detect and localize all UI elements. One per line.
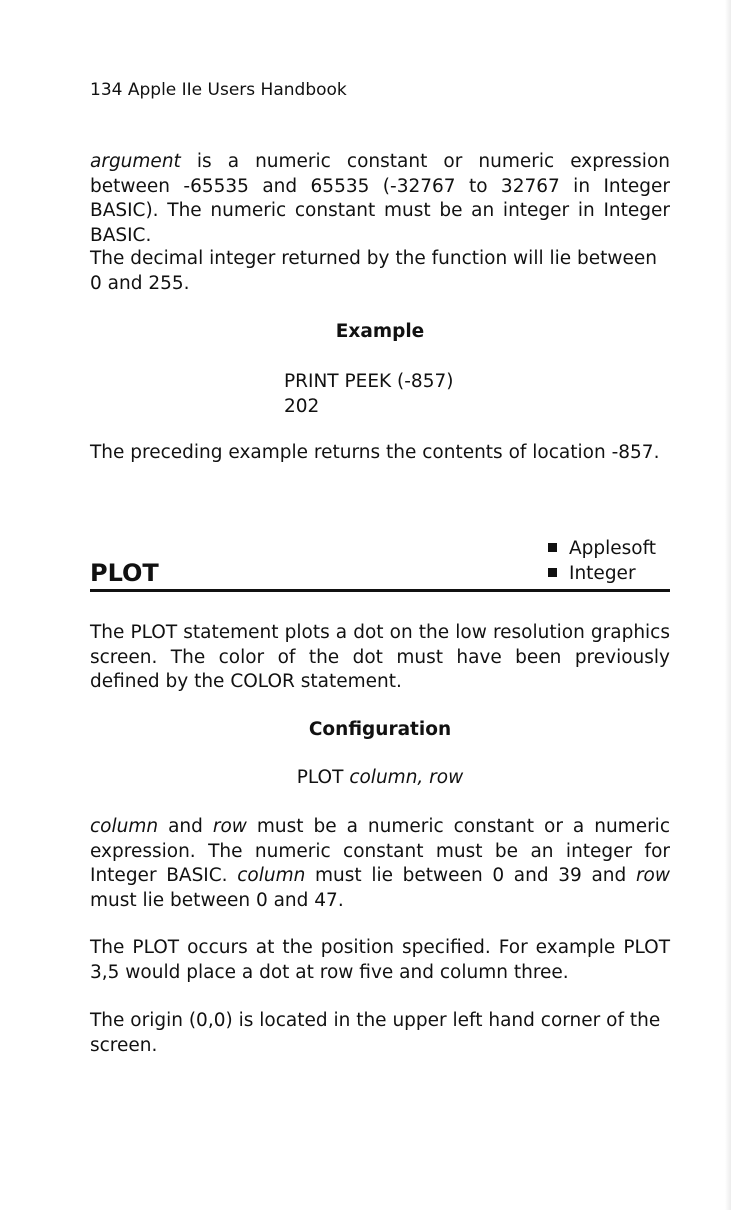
example-explanation-paragraph: The preceding example returns the contents of location -857.: [90, 442, 660, 463]
text-constraint: must be a numeric constant or a numeric expression. The numeric constant must be an integer for Integer BASIC.: [90, 816, 670, 886]
supported-languages-list: [548, 537, 656, 586]
syntax-keyword: PLOT: [296, 767, 344, 788]
text-column-range: must lie between 0 and 39 and: [305, 865, 636, 886]
syntax-arguments: column, row: [349, 767, 464, 788]
return-range-paragraph: The decimal integer returned by the function will lie between 0 and 255.: [90, 248, 658, 294]
example-code: [284, 369, 453, 419]
term-column: column: [90, 816, 159, 837]
running-head: 134 Apple IIe Users Handbook: [90, 80, 347, 100]
term-column-range: column: [237, 865, 306, 886]
square-bullet-icon: [548, 568, 557, 577]
square-bullet-icon: [548, 543, 557, 552]
configuration-syntax: [90, 766, 670, 790]
page-edge-shadow: [725, 0, 731, 1210]
example-heading: Example: [335, 321, 425, 342]
arguments-paragraph: [90, 815, 670, 913]
origin-paragraph: The origin (0,0) is located in the upper left hand corner of the screen.: [90, 1010, 661, 1056]
supported-language-item: [548, 562, 656, 587]
plot-description-paragraph: The PLOT statement plots a dot on the low resolution graphics screen. The color of the dot must have been previously defined by the COLOR statement.: [90, 622, 670, 692]
example-code-line: PRINT PEEK (-857): [284, 371, 454, 392]
section-rule: [90, 589, 670, 592]
term-row-range: row: [635, 865, 671, 886]
text-and: and: [158, 816, 213, 837]
argument-paragraph: [90, 150, 670, 248]
supported-language-item: [548, 537, 656, 562]
text-row-range: must lie between 0 and 47.: [90, 889, 344, 911]
configuration-heading: Configuration: [308, 719, 452, 740]
example-output-line: 202: [284, 396, 320, 417]
term-row: row: [212, 816, 247, 837]
position-paragraph: The PLOT occurs at the position specified. For example PLOT 3,5 would place a dot at row five and column three.: [90, 937, 670, 983]
argument-term: argument: [90, 151, 181, 172]
section-title: PLOT: [90, 559, 159, 587]
supported-language-label: Applesoft: [569, 538, 657, 559]
argument-description: is a numeric constant or numeric expression between -65535 and 65535 (-32767 to 32767 in Integer BASIC). The numeric constant must be an integer in Integer BASIC.: [90, 151, 670, 246]
supported-language-label: Integer: [569, 562, 636, 584]
